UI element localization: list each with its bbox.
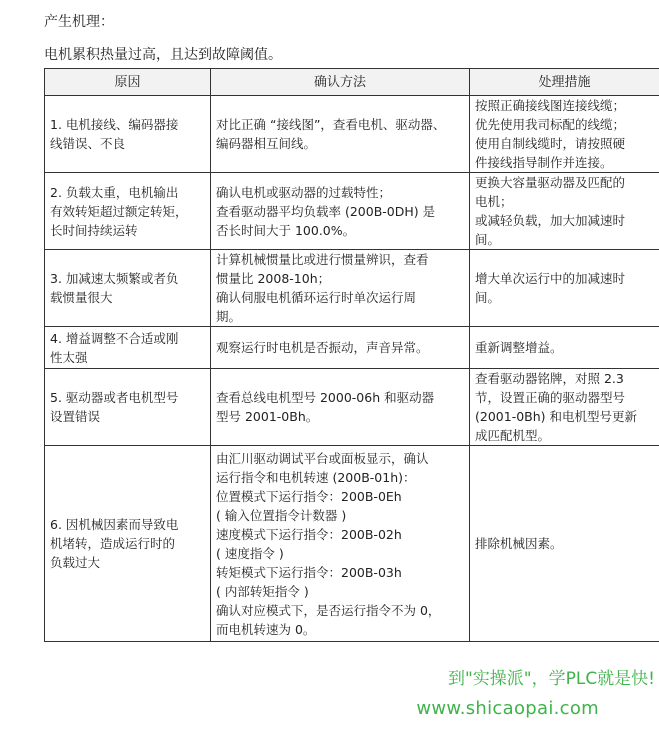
cell-text-line: ( 内部转矩指令 ): [216, 583, 309, 599]
table-row: [45, 173, 659, 250]
cell-text-line: 载惯量很大: [50, 290, 113, 305]
cause-cell: [45, 96, 211, 173]
table-row: [45, 369, 659, 446]
cell-text-line: 成匹配机型。: [475, 428, 551, 443]
cell-text-line: 线错误、不良: [50, 136, 126, 151]
cell-text-line: 而电机转速为 0。: [216, 621, 316, 637]
cell-text-line: 重新调整增益。: [475, 340, 563, 355]
cell-text-line: 增大单次运行中的加减速时: [475, 271, 626, 286]
cause-cell: [45, 446, 211, 642]
cell-text-line: 件接线指导制作并连接。: [475, 155, 613, 170]
cell-text-line: 查看驱动器平均负载率 (200B-0DH) 是: [216, 203, 436, 219]
cause-cell: [45, 369, 211, 446]
cell-text-line: 机堵转，造成运行时的: [50, 536, 176, 551]
solution-cell: [470, 327, 659, 369]
solution-cell: [470, 250, 659, 327]
cell-text-line: 有效转矩超过额定转矩，: [50, 203, 188, 219]
check-method-cell: [211, 96, 470, 173]
cause-cell: [45, 250, 211, 327]
cell-text-line: 计算机械惯量比或进行惯量辨识，查看: [216, 252, 429, 267]
cell-text-line: 间。: [475, 232, 501, 247]
cell-text-line: 更换大容量驱动器及匹配的: [475, 175, 626, 190]
check-method-cell: [211, 250, 470, 327]
cell-text-line: 确认伺服电机循环运行时单次运行周: [216, 290, 417, 305]
cell-text-line: 由汇川驱动调试平台或面板显示，确认: [216, 450, 429, 466]
cell-text-line: 6. 因机械因素而导致电: [50, 517, 179, 532]
cell-text-line: 性太强: [50, 349, 88, 365]
cause-cell: [45, 173, 211, 250]
cell-text-line: 长时间持续运转: [50, 222, 138, 238]
cell-text-line: 确认对应模式下，是否运行指令不为 0，: [216, 602, 441, 618]
watermark-url: www.shicaopai.com: [416, 698, 599, 719]
check-method-cell: [211, 446, 470, 642]
cell-text-line: 期。: [216, 309, 242, 324]
cell-text-line: ( 输入位置指令计数器 ): [216, 507, 347, 523]
cell-text-line: ( 速度指令 ): [216, 545, 284, 561]
cell-text-line: 间。: [475, 290, 501, 305]
cell-text-line: 确认电机或驱动器的过载特性；: [216, 184, 392, 200]
header-cause: 原因: [45, 69, 211, 96]
watermark-slogan: 到"实操派"，学PLC就是快!: [447, 669, 655, 689]
cell-text-line: 1. 电机接线、编码器接: [50, 117, 179, 132]
cell-text-line: 观察运行时电机是否振动，声音异常。: [216, 340, 429, 355]
header-solution: 处理措施: [470, 69, 659, 96]
cell-text-line: 4. 增益调整不合适或刚: [50, 330, 179, 346]
cell-text-line: 设置错误: [50, 409, 101, 424]
cell-text-line: 转矩模式下运行指令：200B-03h: [216, 564, 402, 580]
cell-text-line: 优先使用我司标配的线缆；: [475, 117, 626, 132]
check-method-cell: [211, 369, 470, 446]
fault-description: 电机累积热量过高，且达到故障阈值。: [44, 47, 282, 63]
table-row: [45, 327, 659, 369]
solution-cell: [470, 446, 659, 642]
cell-text-line: 运行指令和电机转速 (200B-01h)：: [216, 469, 416, 485]
section-heading: 产生机理：: [44, 14, 114, 30]
cell-text-line: 按照正确接线图连接线缆；: [475, 98, 626, 113]
cell-text-line: 对比正确 “接线图”，查看电机、驱动器、: [216, 117, 446, 132]
fault-table: [44, 68, 659, 642]
header-check-method: 确认方法: [211, 69, 470, 96]
cell-text-line: 负载过大: [50, 555, 101, 570]
cell-text-line: 位置模式下运行指令：200B-0Eh: [216, 488, 402, 504]
cell-text-line: 编码器相互间线。: [216, 136, 317, 151]
cell-text-line: 3. 加减速太频繁或者负: [50, 271, 179, 286]
table-row: [45, 96, 659, 173]
check-method-cell: [211, 173, 470, 250]
solution-cell: [470, 369, 659, 446]
cell-text-line: (2001-0Bh) 和电机型号更新: [475, 409, 637, 424]
cause-cell: [45, 327, 211, 369]
solution-cell: [470, 96, 659, 173]
cell-text-line: 排除机械因素。: [475, 536, 563, 551]
cell-text-line: 速度模式下运行指令：200B-02h: [216, 526, 402, 542]
table-row: [45, 446, 659, 642]
table-row: [45, 250, 659, 327]
cell-text-line: 惯量比 2008-10h；: [216, 271, 331, 286]
cell-text-line: 电机；: [475, 194, 513, 209]
cell-text-line: 否长时间大于 100.0%。: [216, 222, 356, 238]
cell-text-line: 或减轻负载，加大加减速时: [475, 213, 626, 228]
cell-text-line: 5. 驱动器或者电机型号: [50, 390, 179, 405]
cell-text-line: 2. 负载太重，电机输出: [50, 184, 179, 200]
table-header-row: [45, 69, 659, 96]
check-method-cell: [211, 327, 470, 369]
cell-text-line: 型号 2001-0Bh。: [216, 409, 319, 424]
solution-cell: [470, 173, 659, 250]
cell-text-line: 查看驱动器铭牌，对照 2.3: [475, 371, 624, 386]
cell-text-line: 使用自制线缆时，请按照硬: [475, 136, 626, 151]
cell-text-line: 节，设置正确的驱动器型号: [475, 390, 626, 405]
cell-text-line: 查看总线电机型号 2000-06h 和驱动器: [216, 390, 435, 405]
